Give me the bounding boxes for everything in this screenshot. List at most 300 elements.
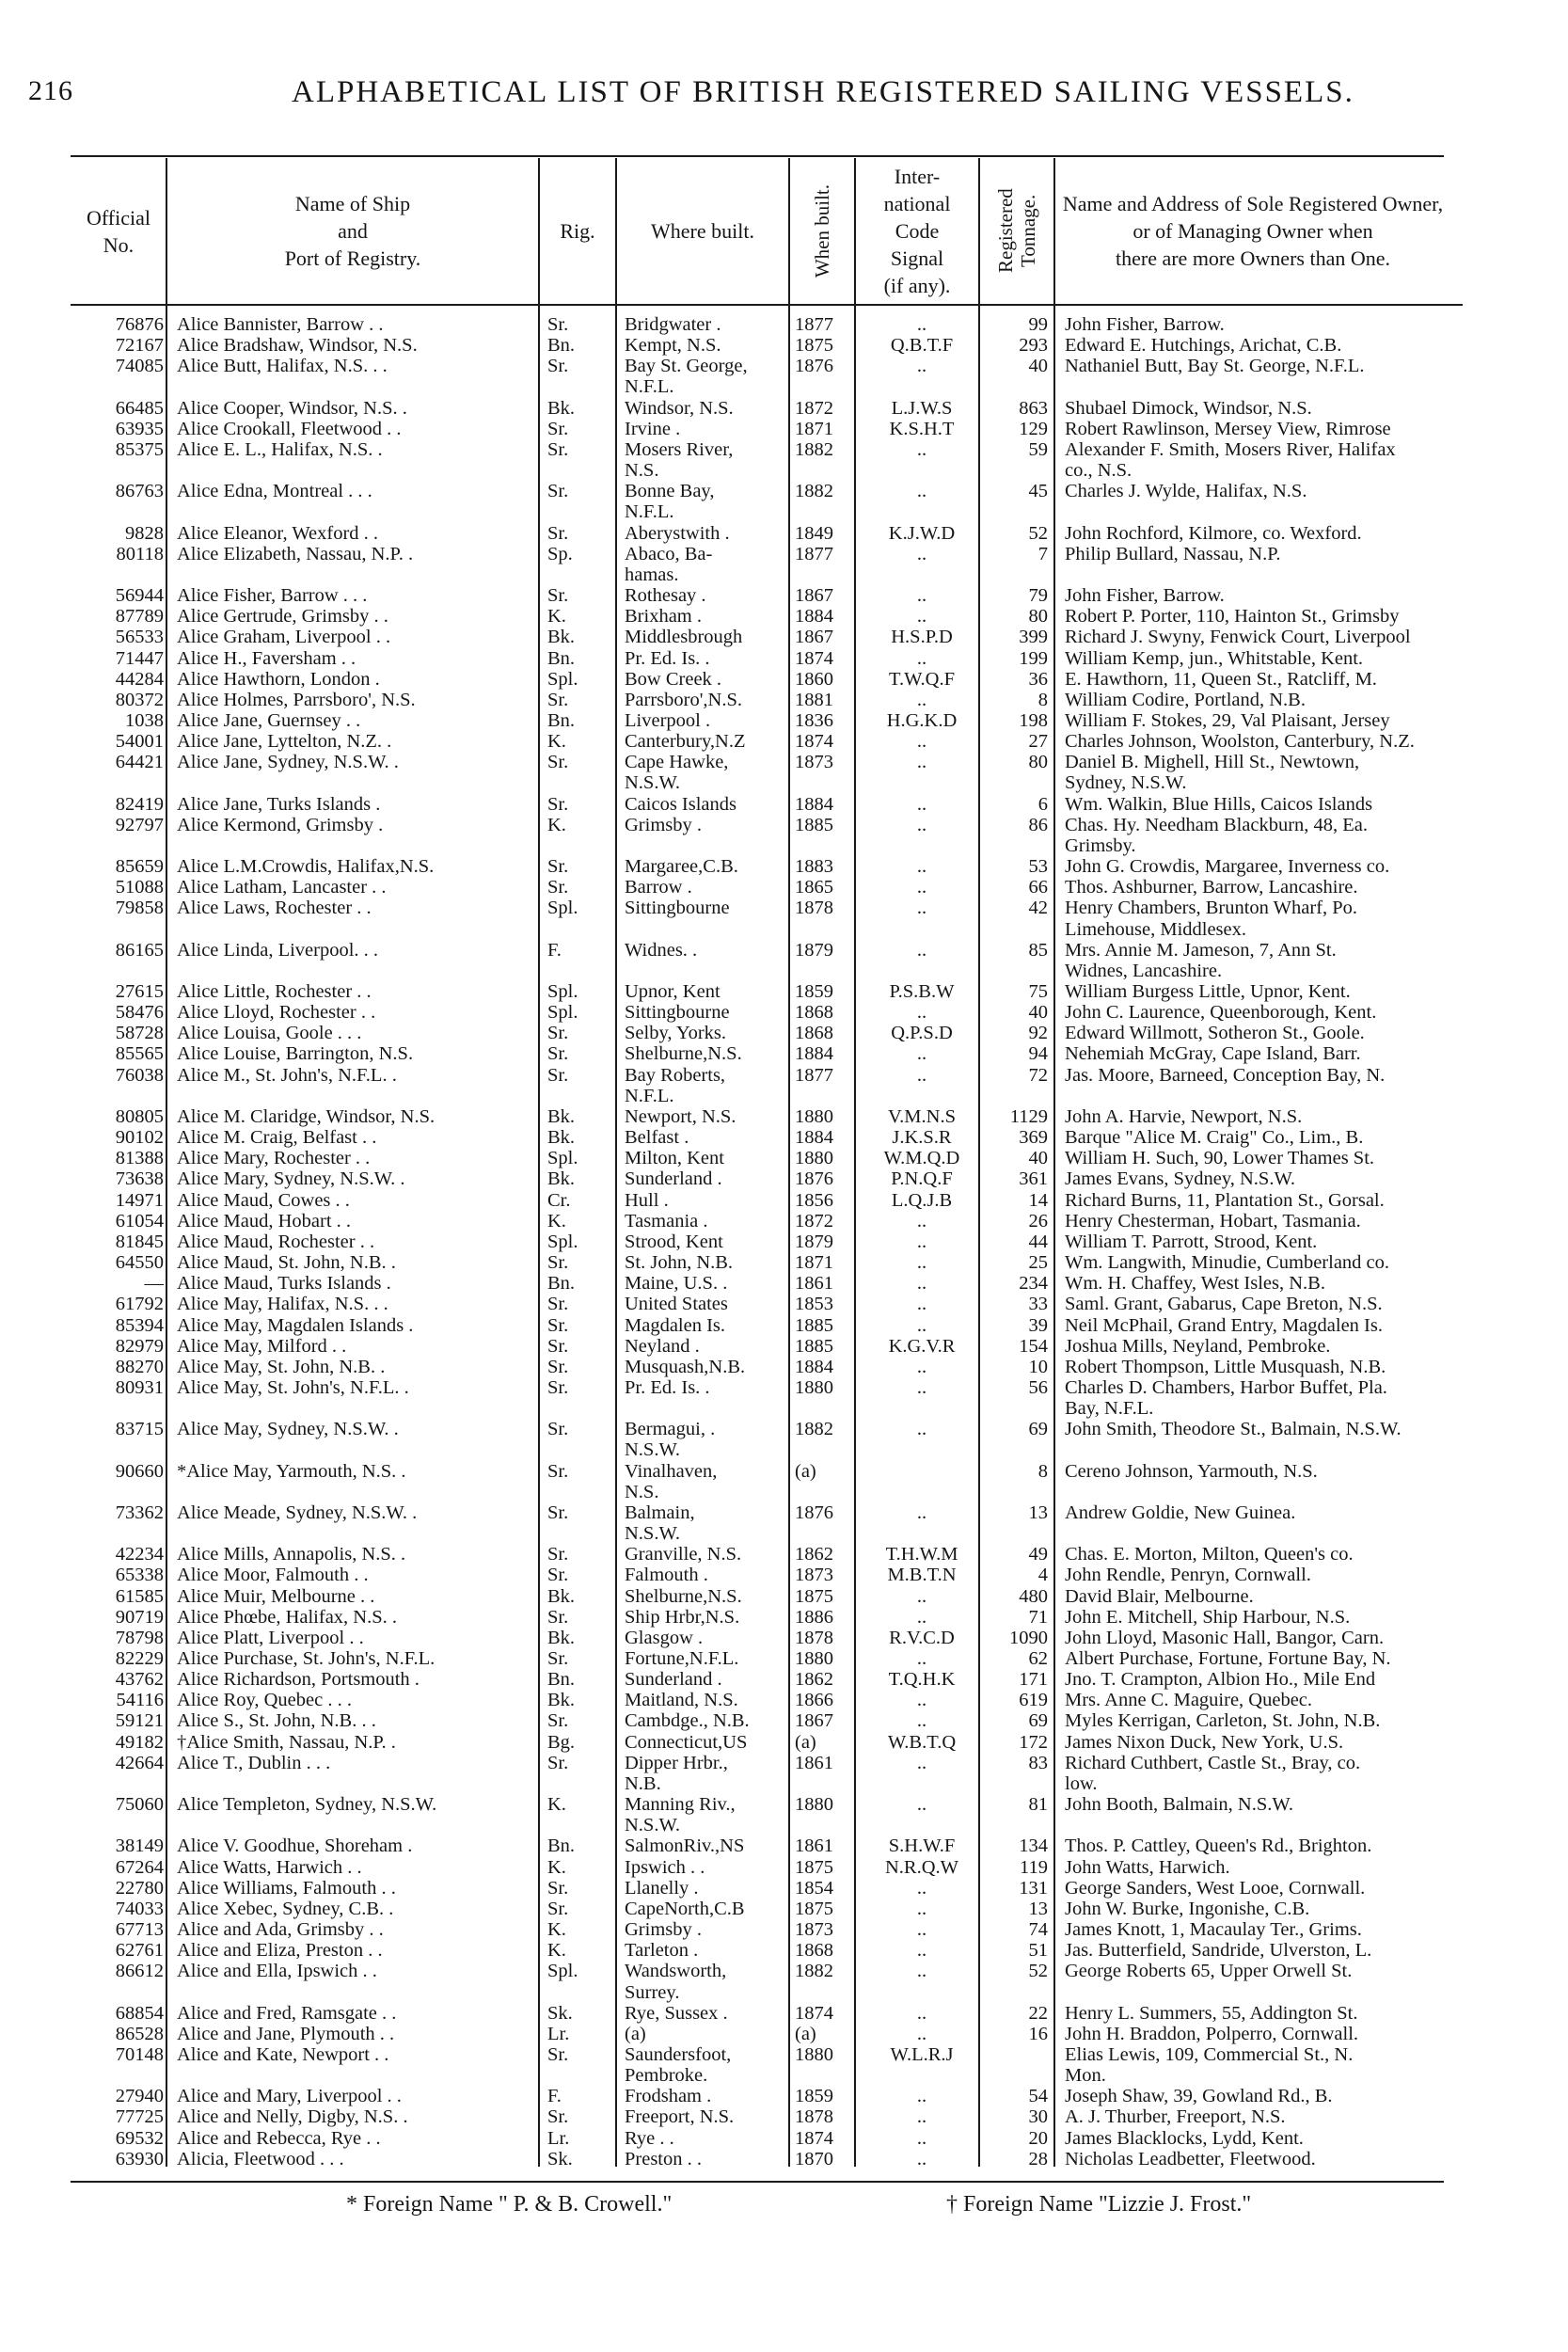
where-built-cell: N.F.L. <box>625 1086 674 1106</box>
rig-cell: Sr. <box>547 1357 569 1377</box>
where-built-cell: Ipswich . . <box>625 1857 705 1878</box>
code-signal-cell: .. <box>916 315 927 335</box>
official-no-cell: 79858 <box>115 898 164 919</box>
where-built-cell: Selby, Yorks. <box>625 1024 727 1044</box>
tonnage-cell: 171 <box>1019 1670 1048 1691</box>
owner-cell: co., N.S. <box>1065 461 1132 482</box>
where-built-cell: CapeNorth,C.B <box>625 1899 745 1919</box>
tonnage-cell: 74 <box>1028 1920 1048 1941</box>
when-built-cell: 1883 <box>795 857 833 878</box>
when-built-cell: 1873 <box>795 1565 833 1586</box>
ship-name-cell: Alice V. Goodhue, Shoreham . <box>177 1836 413 1857</box>
tonnage-cell: 27 <box>1028 732 1048 753</box>
where-built-cell: Aberystwith . <box>625 523 730 544</box>
official-no-cell: 42664 <box>115 1753 164 1773</box>
ship-name-cell: Alice Gertrude, Grimsby . . <box>177 607 388 628</box>
rig-cell: Sr. <box>547 753 569 773</box>
table-row-continuation <box>0 920 1568 941</box>
official-no-cell: 61585 <box>115 1586 164 1607</box>
owner-cell: Neil McPhail, Grand Entry, Magdalen Is. <box>1065 1315 1383 1336</box>
official-no-cell: 92797 <box>115 815 164 835</box>
owner-cell: James Nixon Duck, New York, U.S. <box>1065 1732 1344 1753</box>
where-built-cell: Mosers River, <box>625 439 734 460</box>
page-number: 216 <box>28 75 73 106</box>
owner-cell: Jno. T. Crampton, Albion Ho., Mile End <box>1065 1670 1376 1691</box>
rig-cell: K. <box>547 1795 566 1816</box>
code-signal-cell: .. <box>916 1315 927 1336</box>
when-built-cell: 1884 <box>795 1357 833 1377</box>
rig-cell: Sk. <box>547 2003 573 2024</box>
footnote-star: * Foreign Name " P. & B. Crowell." <box>346 2192 673 2217</box>
owner-cell: Wm. Walkin, Blue Hills, Caicos Islands <box>1065 794 1373 815</box>
table-row <box>0 1212 1568 1232</box>
official-no-cell: 85375 <box>115 439 164 460</box>
rig-cell: Sr. <box>547 1377 569 1398</box>
table-row <box>0 1879 1568 1899</box>
owner-cell: low. <box>1065 1773 1098 1794</box>
table-row <box>0 753 1568 773</box>
rig-cell: F. <box>547 2087 562 2107</box>
when-built-cell: 1880 <box>795 1795 833 1816</box>
table-bottom-rule <box>71 2181 1444 2183</box>
code-signal-cell: W.M.Q.D <box>883 1149 960 1169</box>
rig-cell: Sr. <box>547 857 569 878</box>
ship-name-cell: Alice May, Halifax, N.S. . . <box>177 1295 388 1315</box>
where-built-cell: Liverpool . <box>625 710 711 731</box>
rig-cell: Spl. <box>547 1003 578 1024</box>
table-row <box>0 399 1568 420</box>
header-name <box>167 158 538 304</box>
ship-name-cell: Alice Phœbe, Halifax, N.S. . <box>177 1607 397 1628</box>
tonnage-cell: 22 <box>1028 2003 1048 2024</box>
where-built-cell: Manning Riv., <box>625 1795 736 1816</box>
tonnage-cell: 33 <box>1028 1295 1048 1315</box>
where-built-cell: Parrsboro',N.S. <box>625 690 742 710</box>
official-no-cell: 58476 <box>115 1003 164 1024</box>
table-row <box>0 1066 1568 1087</box>
owner-cell: John Rochford, Kilmore, co. Wexford. <box>1065 523 1362 544</box>
owner-cell: John W. Burke, Ingonishe, C.B. <box>1065 1899 1310 1919</box>
table-row <box>0 315 1568 336</box>
owner-cell: Sydney, N.S.W. <box>1065 773 1187 794</box>
official-no-cell: 63935 <box>115 419 164 439</box>
when-built-cell: 1874 <box>795 732 833 753</box>
rig-cell: Bk. <box>547 1586 576 1607</box>
header-rig-label: Rig. <box>560 219 595 243</box>
official-no-cell: 86612 <box>115 1962 164 1982</box>
official-no-cell: 64421 <box>115 753 164 773</box>
owner-cell: John Rendle, Penryn, Cornwall. <box>1065 1565 1311 1586</box>
ship-name-cell: Alice Williams, Falmouth . . <box>177 1878 396 1899</box>
rig-cell: Bn. <box>547 336 576 357</box>
ship-name-cell: Alice M. Craig, Belfast . . <box>177 1128 377 1149</box>
where-built-cell: N.F.L. <box>625 502 674 523</box>
official-no-cell: 62761 <box>115 1941 164 1962</box>
rig-cell: Bk. <box>547 1128 576 1149</box>
table-row <box>0 1149 1568 1169</box>
rig-cell: Sr. <box>547 1253 569 1274</box>
where-built-cell: Sittingbourne <box>625 1003 730 1024</box>
when-built-cell: 1877 <box>795 1065 833 1086</box>
tonnage-cell: 40 <box>1028 1149 1048 1169</box>
ship-name-cell: Alice S., St. John, N.B. . . <box>177 1711 376 1732</box>
header-name-line1: Name of Ship <box>294 192 411 215</box>
table-row <box>0 1941 1568 1962</box>
official-no-cell: 54001 <box>115 732 164 753</box>
official-no-cell: 38149 <box>115 1836 164 1857</box>
code-signal-cell: .. <box>916 1420 927 1440</box>
table-row <box>0 586 1568 607</box>
where-built-cell: N.S.W. <box>625 1524 681 1545</box>
where-built-cell: Bow Creek . <box>625 669 722 690</box>
ship-name-cell: Alice Latham, Lancaster . . <box>177 878 387 898</box>
when-built-cell: 1870 <box>795 2149 833 2169</box>
where-built-cell: Granville, N.S. <box>625 1545 742 1565</box>
where-built-cell: N.F.L. <box>625 377 674 398</box>
owner-cell: John A. Harvie, Newport, N.S. <box>1065 1106 1303 1127</box>
when-built-cell: 1878 <box>795 1628 833 1648</box>
code-signal-cell: .. <box>916 648 927 669</box>
tonnage-cell: 26 <box>1028 1211 1048 1232</box>
table-row-continuation <box>0 377 1568 398</box>
where-built-cell: Irvine . <box>625 419 681 439</box>
code-signal-cell: .. <box>916 1899 927 1919</box>
rig-cell: Spl. <box>547 1962 578 1982</box>
table-row <box>0 732 1568 753</box>
rig-cell: Sr. <box>547 2044 569 2065</box>
rig-cell: K. <box>547 1941 566 1962</box>
when-built-cell: 1849 <box>795 523 833 544</box>
table-row-continuation <box>0 1524 1568 1545</box>
ship-name-cell: Alice Lloyd, Rochester . . <box>177 1003 376 1024</box>
table-row <box>0 941 1568 961</box>
code-signal-cell: .. <box>916 940 927 961</box>
ship-name-cell: Alice and Kate, Newport . . <box>177 2044 389 2065</box>
rig-cell: K. <box>547 1857 566 1878</box>
rig-cell: K. <box>547 815 566 835</box>
owner-cell: Widnes, Lancashire. <box>1065 961 1223 981</box>
rig-cell: Bn. <box>547 1274 576 1295</box>
table-row <box>0 1420 1568 1440</box>
tonnage-cell: 863 <box>1019 398 1048 419</box>
table-row-continuation <box>0 1087 1568 1107</box>
tonnage-cell: 85 <box>1028 940 1048 961</box>
official-no-cell: 69532 <box>115 2128 164 2149</box>
ship-name-cell: Alice and Mary, Liverpool . . <box>177 2087 402 2107</box>
where-built-cell: Strood, Kent <box>625 1232 723 1252</box>
header-name-line3: Port of Registry. <box>284 246 421 270</box>
ship-name-cell: Alice May, Sydney, N.S.W. . <box>177 1420 399 1440</box>
official-no-cell: 88270 <box>115 1357 164 1377</box>
when-built-cell: 1881 <box>795 690 833 710</box>
where-built-cell: Tasmania . <box>625 1211 708 1232</box>
rig-cell: Spl. <box>547 898 578 919</box>
owner-cell: Nehemiah McGray, Cape Island, Barr. <box>1065 1044 1361 1065</box>
owner-cell: Chas. E. Morton, Milton, Queen's co. <box>1065 1545 1354 1565</box>
when-built-cell: 1874 <box>795 2003 833 2024</box>
where-built-cell: Barrow . <box>625 878 692 898</box>
tonnage-cell: 234 <box>1019 1274 1048 1295</box>
tonnage-cell: 75 <box>1028 982 1048 1002</box>
official-no-cell: 76876 <box>115 315 164 335</box>
tonnage-cell: 7 <box>1037 544 1048 564</box>
tonnage-cell: 49 <box>1028 1545 1048 1565</box>
code-signal-cell: .. <box>916 2003 927 2024</box>
where-built-cell: Sittingbourne <box>625 898 730 919</box>
rig-cell: Sr. <box>547 1295 569 1315</box>
where-built-cell: N.S.W. <box>625 773 681 794</box>
where-built-cell: Pr. Ed. Is. . <box>625 648 710 669</box>
when-built-cell: 1876 <box>795 357 833 377</box>
tonnage-cell: 40 <box>1028 1003 1048 1024</box>
when-built-cell: 1875 <box>795 1857 833 1878</box>
rig-cell: Bg. <box>547 1732 576 1753</box>
table-row <box>0 1107 1568 1128</box>
rig-cell: Sp. <box>547 544 573 564</box>
rig-cell: Sr. <box>547 1065 569 1086</box>
code-signal-cell: H.G.K.D <box>886 710 958 731</box>
tonnage-cell: 36 <box>1028 669 1048 690</box>
owner-cell: Robert Rawlinson, Mersey View, Rimrose <box>1065 419 1391 439</box>
when-built-cell: 1871 <box>795 1253 833 1274</box>
official-no-cell: 80372 <box>115 690 164 710</box>
ship-name-cell: Alice Elizabeth, Nassau, N.P. . <box>177 544 414 564</box>
official-no-cell: 63930 <box>115 2149 164 2169</box>
ship-name-cell: Alice and Eliza, Preston . . <box>177 1941 383 1962</box>
code-signal-cell: .. <box>916 357 927 377</box>
where-built-cell: Tarleton . <box>625 1941 699 1962</box>
footnote-dagger: † Foreign Name "Lizzie J. Frost." <box>946 2192 1252 2217</box>
header-where-built-label: Where built. <box>651 219 754 243</box>
when-built-cell: 1868 <box>795 1003 833 1024</box>
owner-cell: Saml. Grant, Gabarus, Cape Breton, N.S. <box>1065 1295 1383 1315</box>
ship-name-cell: Alice May, Magdalen Islands . <box>177 1315 414 1336</box>
tonnage-cell: 13 <box>1028 1899 1048 1919</box>
ship-name-cell: Alice May, St. John, N.B. . <box>177 1357 386 1377</box>
ship-name-cell: Alice Mary, Rochester . . <box>177 1149 371 1169</box>
rig-cell: Sr. <box>547 1607 569 1628</box>
when-built-cell: 1882 <box>795 1420 833 1440</box>
table-row-continuation <box>0 461 1568 482</box>
code-signal-cell: .. <box>916 544 927 564</box>
ship-name-cell: Alice M. Claridge, Windsor, N.S. <box>177 1106 436 1127</box>
code-signal-cell: .. <box>916 1232 927 1252</box>
owner-cell: Charles Johnson, Woolston, Canterbury, N.Z. <box>1065 732 1415 753</box>
tonnage-cell: 92 <box>1028 1024 1048 1044</box>
owner-cell: John Lloyd, Masonic Hall, Bangor, Carn. <box>1065 1628 1385 1648</box>
table-row-continuation <box>0 502 1568 523</box>
official-no-cell: 56533 <box>115 628 164 648</box>
header-owner-line3: there are more Owners than One. <box>1116 246 1390 270</box>
rig-cell: Sr. <box>547 1315 569 1336</box>
rig-cell: Sr. <box>547 794 569 815</box>
code-signal-cell: .. <box>916 1691 927 1711</box>
table-row <box>0 1649 1568 1670</box>
rig-cell: Sr. <box>547 315 569 335</box>
when-built-cell: 1875 <box>795 1586 833 1607</box>
code-signal-cell: J.K.S.R <box>892 1128 952 1149</box>
official-no-cell: — <box>144 1274 164 1295</box>
tonnage-cell: 94 <box>1028 1044 1048 1065</box>
table-row <box>0 711 1568 732</box>
official-no-cell: 85565 <box>115 1044 164 1065</box>
owner-cell: Shubael Dimock, Windsor, N.S. <box>1065 398 1312 419</box>
where-built-cell: Maine, U.S. . <box>625 1274 728 1295</box>
where-built-cell: Cape Hawke, <box>625 753 729 773</box>
owner-cell: John H. Braddon, Polperro, Cornwall. <box>1065 2024 1359 2044</box>
where-built-cell: Bridgwater . <box>625 315 721 335</box>
tonnage-cell: 83 <box>1028 1753 1048 1773</box>
owner-cell: Daniel B. Mighell, Hill St., Newtown, <box>1065 753 1360 773</box>
rig-cell: Sr. <box>547 586 569 607</box>
when-built-cell: 1865 <box>795 878 833 898</box>
where-built-cell: Sunderland . <box>625 1169 722 1190</box>
ship-name-cell: Alice Bradshaw, Windsor, N.S. <box>177 336 418 357</box>
rig-cell: Sr. <box>547 482 569 502</box>
table-row <box>0 1378 1568 1399</box>
table-row <box>0 628 1568 648</box>
table-row <box>0 1253 1568 1274</box>
when-built-cell: 1866 <box>795 1691 833 1711</box>
owner-cell: Grimsby. <box>1065 835 1136 856</box>
code-signal-cell: .. <box>916 1607 927 1628</box>
when-built-cell: 1862 <box>795 1670 833 1691</box>
ship-name-cell: Alice Graham, Liverpool . . <box>177 628 391 648</box>
owner-cell: Robert P. Porter, 110, Hainton St., Grimsby <box>1065 607 1400 628</box>
when-built-cell: 1878 <box>795 2107 833 2128</box>
tonnage-cell: 28 <box>1028 2149 1048 2169</box>
table-row <box>0 1044 1568 1065</box>
where-built-cell: Llanelly . <box>625 1878 699 1899</box>
code-signal-cell: K.G.V.R <box>888 1336 956 1357</box>
tonnage-cell: 361 <box>1019 1169 1048 1190</box>
official-no-cell: 80118 <box>116 544 164 564</box>
code-signal-cell: T.H.W.M <box>885 1545 958 1565</box>
owner-cell: James Blacklocks, Lydd, Kent. <box>1065 2128 1304 2149</box>
tonnage-cell: 131 <box>1019 1878 1048 1899</box>
where-built-cell: Musquash,N.B. <box>625 1357 746 1377</box>
rig-cell: Sr. <box>547 1565 569 1586</box>
owner-cell: William Codire, Portland, N.B. <box>1065 690 1306 710</box>
official-no-cell: 59121 <box>115 1711 164 1732</box>
rig-cell: Sr. <box>547 1044 569 1065</box>
ship-name-cell: Alice M., St. John's, N.F.L. . <box>177 1065 397 1086</box>
when-built-cell: 1882 <box>795 482 833 502</box>
register-table-body <box>0 315 1568 2170</box>
code-signal-cell: .. <box>916 815 927 835</box>
when-built-cell: 1882 <box>795 439 833 460</box>
tonnage-cell: 52 <box>1028 523 1048 544</box>
code-signal-cell: .. <box>916 2024 927 2044</box>
table-row <box>0 1754 1568 1774</box>
owner-cell: Myles Kerrigan, Carleton, St. John, N.B. <box>1065 1711 1381 1732</box>
code-signal-cell: K.J.W.D <box>888 523 956 544</box>
code-signal-cell: .. <box>916 586 927 607</box>
where-built-cell: Neyland . <box>625 1336 700 1357</box>
when-built-cell: 1875 <box>795 1899 833 1919</box>
ship-name-cell: Alice Muir, Melbourne . . <box>177 1586 375 1607</box>
code-signal-cell: .. <box>916 1357 927 1377</box>
where-built-cell: Rye . . <box>625 2128 674 2149</box>
where-built-cell: Milton, Kent <box>625 1149 724 1169</box>
header-official-no <box>71 158 166 304</box>
official-no-cell: 75060 <box>115 1795 164 1816</box>
rig-cell: Sr. <box>547 1024 569 1044</box>
official-no-cell: 86528 <box>115 2024 164 2044</box>
when-built-cell: 1861 <box>795 1836 833 1857</box>
code-signal-cell: .. <box>916 2128 927 2149</box>
official-no-cell: 58728 <box>115 1024 164 1044</box>
rig-cell: Sr. <box>547 1502 569 1523</box>
table-row <box>0 1670 1568 1691</box>
tonnage-cell: 80 <box>1028 607 1048 628</box>
table-row <box>0 1795 1568 1816</box>
tonnage-cell: 6 <box>1037 794 1048 815</box>
owner-cell: Mon. <box>1065 2066 1106 2087</box>
official-no-cell: 54116 <box>116 1691 164 1711</box>
when-built-cell: (a) <box>795 1461 816 1482</box>
tonnage-cell: 480 <box>1019 1586 1048 1607</box>
owner-cell: Jas. Butterfield, Sandride, Ulverston, L. <box>1065 1941 1372 1962</box>
table-row <box>0 357 1568 377</box>
table-row <box>0 1858 1568 1879</box>
official-no-cell: 74033 <box>115 1899 164 1919</box>
owner-cell: Robert Thompson, Little Musquash, N.B. <box>1065 1357 1386 1377</box>
rig-cell: Spl. <box>547 1232 578 1252</box>
owner-cell: Edward E. Hutchings, Arichat, C.B. <box>1065 336 1342 357</box>
official-no-cell: 56944 <box>115 586 164 607</box>
rig-cell: Spl. <box>547 982 578 1002</box>
rig-cell: Sr. <box>547 1711 569 1732</box>
official-no-cell: 27615 <box>115 982 164 1002</box>
where-built-cell: Hull . <box>625 1190 669 1211</box>
where-built-cell: Sunderland . <box>625 1670 722 1691</box>
ship-name-cell: Alice Jane, Lyttelton, N.Z. . <box>177 732 392 753</box>
table-row <box>0 795 1568 816</box>
table-row <box>0 1587 1568 1608</box>
where-built-cell: Middlesbrough <box>625 628 743 648</box>
ship-name-cell: Alice Xebec, Sydney, C.B. . <box>177 1899 394 1919</box>
where-built-cell: Newport, N.S. <box>625 1106 736 1127</box>
table-row <box>0 1962 1568 1982</box>
table-row <box>0 1629 1568 1649</box>
owner-cell: John Booth, Balmain, N.S.W. <box>1065 1795 1293 1816</box>
tonnage-cell: 86 <box>1028 815 1048 835</box>
rig-cell: Lr. <box>547 2024 570 2044</box>
tonnage-cell: 134 <box>1019 1836 1048 1857</box>
where-built-cell: Canterbury,N.Z <box>625 732 746 753</box>
owner-cell: Thos. Ashburner, Barrow, Lancashire. <box>1065 878 1358 898</box>
when-built-cell: 1880 <box>795 1149 833 1169</box>
official-no-cell: 73362 <box>115 1502 164 1523</box>
page-title: ALPHABETICAL LIST OF BRITISH REGISTERED SAILING VESSELS. <box>292 75 1354 109</box>
table-row <box>0 857 1568 878</box>
rig-cell: Bk. <box>547 628 576 648</box>
tonnage-cell: 8 <box>1037 690 1048 710</box>
code-signal-cell: .. <box>916 439 927 460</box>
code-signal-cell: H.S.P.D <box>891 628 953 648</box>
ship-name-cell: Alice Maud, Turks Islands . <box>177 1274 391 1295</box>
owner-cell: Mrs. Annie M. Jameson, 7, Ann St. <box>1065 940 1337 961</box>
when-built-cell: 1880 <box>795 2044 833 2065</box>
owner-cell: Wm. Langwith, Minudie, Cumberland co. <box>1065 1253 1390 1274</box>
rig-cell: Sr. <box>547 357 569 377</box>
header-code-signal <box>856 158 978 304</box>
table-row <box>0 982 1568 1003</box>
owner-cell: John E. Mitchell, Ship Harbour, N.S. <box>1065 1607 1351 1628</box>
owner-cell: John Fisher, Barrow. <box>1065 315 1225 335</box>
rig-cell: Sr. <box>547 1753 569 1773</box>
